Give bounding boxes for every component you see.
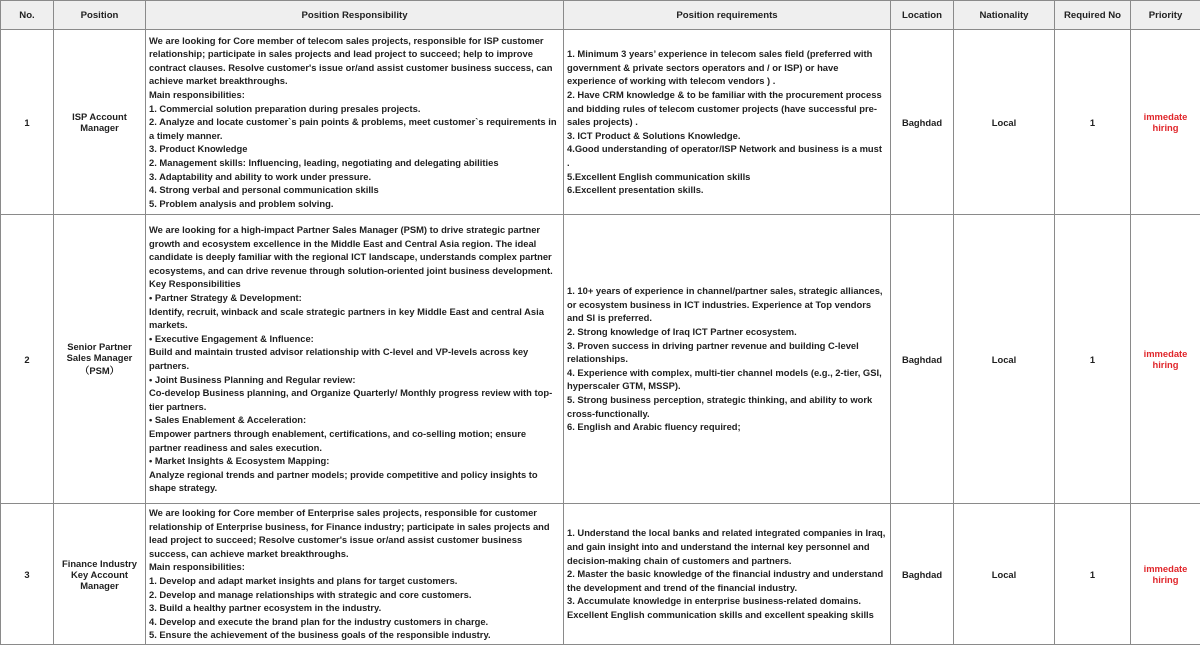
header-priority: Priority (1131, 1, 1200, 30)
table-row (1, 30, 1200, 215)
text-line: 3. Adaptability and ability to work under pressure. (149, 170, 560, 184)
text-line: • Joint Business Planning and Regular review: (149, 373, 560, 387)
text-line: 5. Problem analysis and problem solving. (149, 197, 560, 211)
cell-required-no: 1 (1055, 215, 1131, 504)
text-line: 2. Strong knowledge of Iraq ICT Partner ecosystem. (567, 325, 887, 339)
cell-no: 3 (1, 504, 54, 645)
table-row (1, 215, 1200, 504)
cell-priority: immedate hiring (1131, 30, 1200, 215)
header-position: Position (54, 1, 146, 30)
text-line: 2. Have CRM knowledge & to be familiar with the procurement process and bidding rules of telecom customer projects (have successful pre-sales projects) . (567, 88, 887, 129)
text-line: 2. Develop and manage relationships with strategic and core customers. (149, 588, 560, 602)
text-line: 5.Excellent English communication skills (567, 170, 887, 184)
text-line: 4. Experience with complex, multi-tier channel models (e.g., 2-tier, GSI, hyperscaler GTM, MSSP). (567, 366, 887, 393)
cell-responsibility (146, 215, 564, 504)
text-line: 3. Proven success in driving partner revenue and building C-level relationships. (567, 339, 887, 366)
header-requirements: Position requirements (564, 1, 891, 30)
text-line: 6. English and Arabic fluency required; (567, 420, 887, 434)
text-line: Co-develop Business planning, and Organize Quarterly/ Monthly progress review with top-tier partners. (149, 386, 560, 413)
header-nationality: Nationality (954, 1, 1055, 30)
text-line: Identify, recruit, winback and scale strategic partners in key Middle East and central Asia markets. (149, 305, 560, 332)
text-line: 3. Build a healthy partner ecosystem in the industry. (149, 601, 560, 615)
text-line: Empower partners through enablement, certifications, and co-selling motion; ensure partner readiness and sales execution. (149, 427, 560, 454)
text-line: 3. ICT Product & Solutions Knowledge. (567, 129, 887, 143)
text-line: 2. Management skills: Influencing, leading, negotiating and delegating abilities (149, 156, 560, 170)
text-line: 3. Accumulate knowledge in enterprise business-related domains. (567, 594, 887, 608)
text-line: Excellent English communication skills and excellent speaking skills (567, 608, 887, 622)
cell-priority: immedate hiring (1131, 504, 1200, 645)
header-required-no: Required No (1055, 1, 1131, 30)
text-line: • Executive Engagement & Influence: (149, 332, 560, 346)
text-line: Main responsibilities: (149, 88, 560, 102)
text-line: We are looking for Core member of telecom sales projects, responsible for ISP customer relationship; participate in sales projects and lead project to succeed; help to improve contract clauses. Resolve customer's issue or/and assist customer business success, can achieve market breakthroughs. (149, 34, 560, 88)
cell-position: ISP Account Manager (54, 30, 146, 215)
text-line: Analyze regional trends and partner models; provide competitive and policy insights to shape strategy. (149, 468, 560, 495)
cell-position: Senior Partner Sales Manager（PSM） (54, 215, 146, 504)
text-line: 1. Commercial solution preparation during presales projects. (149, 102, 560, 116)
text-line: 4. Develop and execute the brand plan for the industry customers in charge. (149, 615, 560, 629)
cell-location: Baghdad (891, 30, 954, 215)
text-line: 2. Analyze and locate customer`s pain points & problems, meet customer`s requirements in a timely manner. (149, 115, 560, 142)
text-line: 5. Strong business perception, strategic thinking, and ability to work cross-functionally. (567, 393, 887, 420)
text-line: 5. Ensure the achievement of the business goals of the responsible industry. (149, 628, 560, 642)
header-location: Location (891, 1, 954, 30)
text-line: 1. Develop and adapt market insights and plans for target customers. (149, 574, 560, 588)
cell-required-no: 1 (1055, 30, 1131, 215)
text-line: 2. Master the basic knowledge of the financial industry and understand the development and trend of the financial industry. (567, 567, 887, 594)
cell-nationality: Local (954, 504, 1055, 645)
cell-no: 2 (1, 215, 54, 504)
header-no: No. (1, 1, 54, 30)
cell-no: 1 (1, 30, 54, 215)
text-line: 4. Strong verbal and personal communication skills (149, 183, 560, 197)
cell-priority: immedate hiring (1131, 215, 1200, 504)
text-line: Build and maintain trusted advisor relationship with C-level and VP-levels across key partners. (149, 345, 560, 372)
text-line: • Market Insights & Ecosystem Mapping: (149, 454, 560, 468)
cell-requirements (564, 504, 891, 645)
cell-requirements (564, 30, 891, 215)
table-header (1, 1, 1200, 30)
text-line: We are looking for Core member of Enterprise sales projects, responsible for customer relationship of Enterprise business, for Finance industry; participate in sales projects and lead project to succeed; Resolve customer's issue or/and assist customer business success, can achieve market breakthroughs. (149, 506, 560, 560)
text-line: 4.Good understanding of operator/ISP Network and business is a must . (567, 142, 887, 169)
text-line: Main responsibilities: (149, 560, 560, 574)
cell-responsibility (146, 504, 564, 645)
table-body (1, 30, 1200, 645)
cell-responsibility (146, 30, 564, 215)
text-line: 1. 10+ years of experience in channel/partner sales, strategic alliances, or ecosystem business in ICT industries. Experience at Top vendors and SI is preferred. (567, 284, 887, 325)
text-line: • Sales Enablement & Acceleration: (149, 413, 560, 427)
cell-nationality: Local (954, 215, 1055, 504)
text-line: 3. Product Knowledge (149, 142, 560, 156)
cell-location: Baghdad (891, 504, 954, 645)
text-line: Key Responsibilities (149, 277, 560, 291)
cell-requirements (564, 215, 891, 504)
text-line: 1. Minimum 3 years’ experience in telecom sales field (preferred with government & private sectors operators and / or ISP) or have experience of working with telecom vendors ) . (567, 47, 887, 88)
text-line: 6.Excellent presentation skills. (567, 183, 887, 197)
cell-required-no: 1 (1055, 504, 1131, 645)
text-line: 1. Understand the local banks and related integrated companies in Iraq, and gain insight into and understand the internal key personnel and decision-making chain of customers and partners. (567, 526, 887, 567)
header-responsibility: Position Responsibility (146, 1, 564, 30)
text-line: • Partner Strategy & Development: (149, 291, 560, 305)
cell-nationality: Local (954, 30, 1055, 215)
cell-location: Baghdad (891, 215, 954, 504)
text-line: We are looking for a high-impact Partner Sales Manager (PSM) to drive strategic partner growth and ecosystem excellence in the Middle East and Central Asia region. The ideal candidate is deeply familiar with the regional ICT landscape, understands complex partner ecosystems, and can drive revenue through solution-oriented joint business development. (149, 223, 560, 277)
header-row (1, 1, 1200, 30)
cell-position: Finance Industry Key Account Manager (54, 504, 146, 645)
table-row (1, 504, 1200, 645)
